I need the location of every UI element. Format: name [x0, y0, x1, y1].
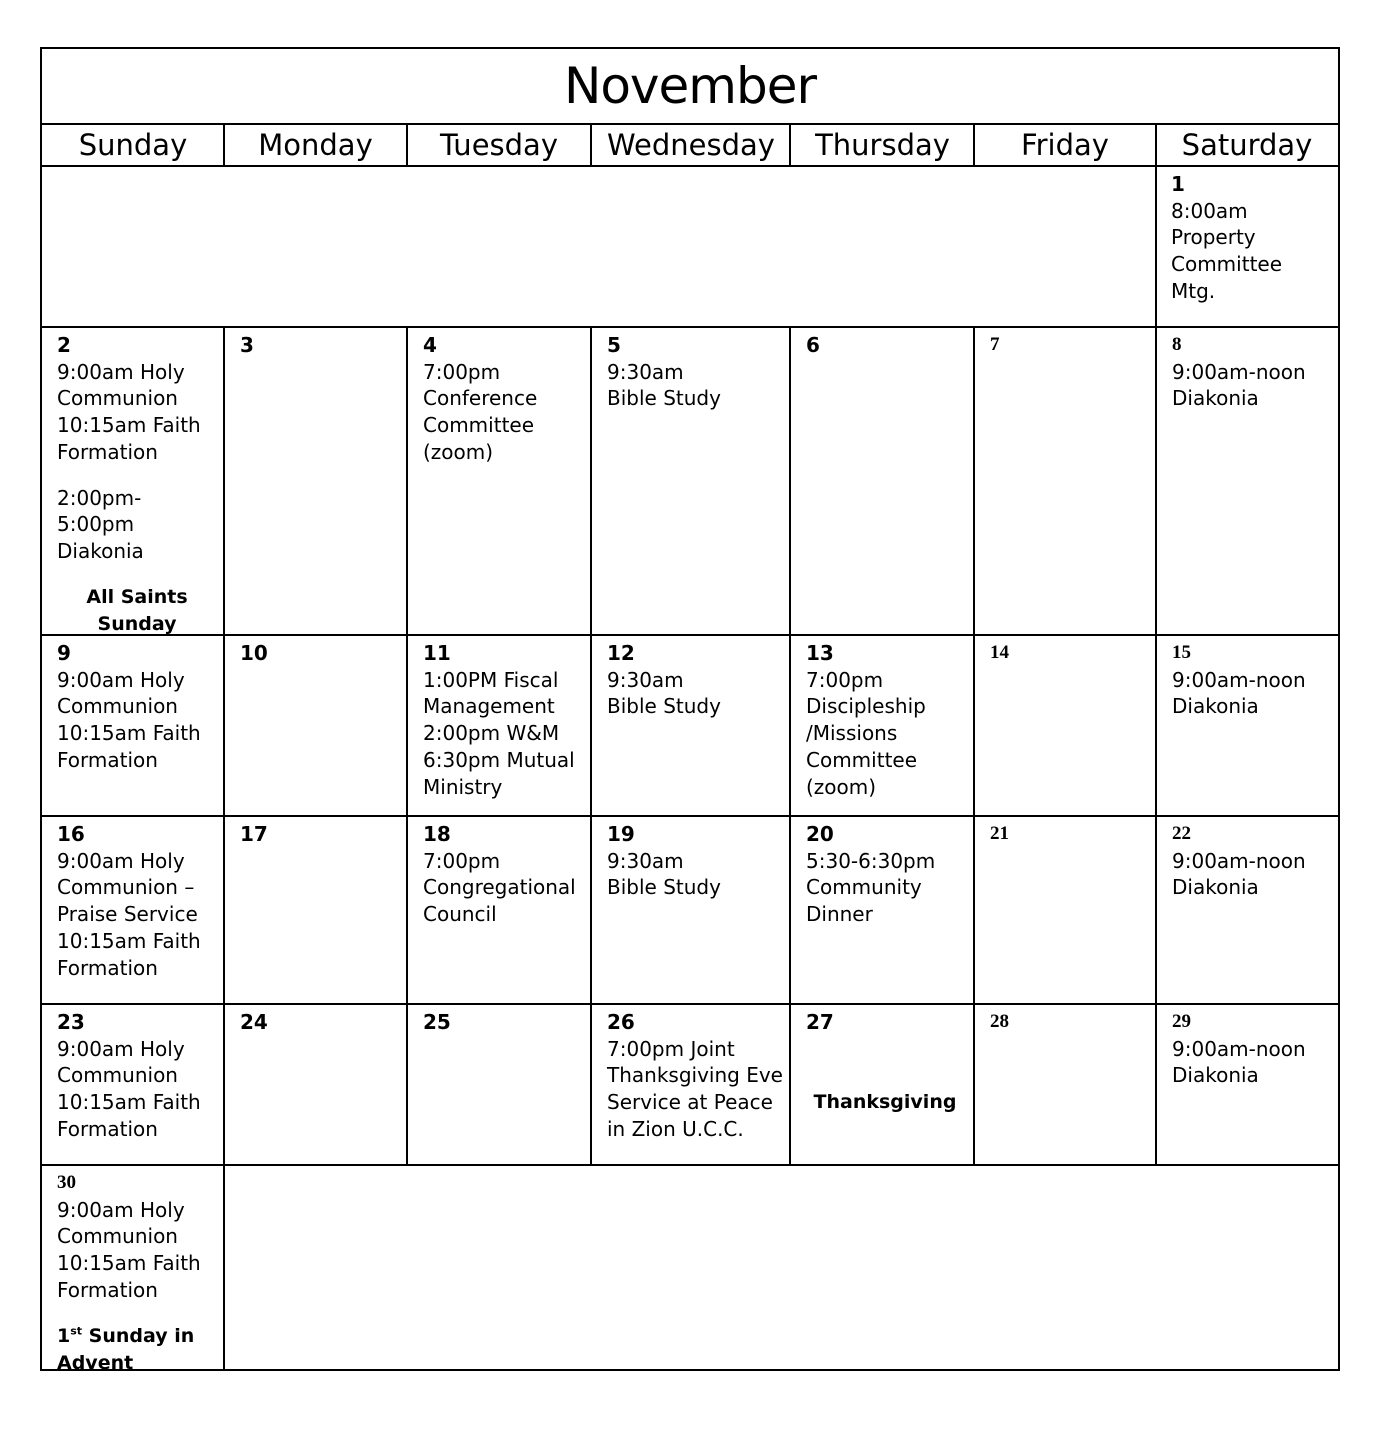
divider [42, 1164, 1338, 1166]
event-text: 2:00pm- 5:00pm Diakonia [57, 485, 144, 563]
event-text: 9:00am-noon Diakonia [1172, 667, 1306, 719]
date-number: 6 [806, 333, 820, 357]
weekday-thursday: Thursday [791, 125, 974, 167]
date-number: 5 [607, 333, 621, 357]
day-cell-30 [42, 1166, 223, 1374]
event-text: 9:00am Holy Communion – Praise Service 10:15am Faith Formation [57, 848, 201, 980]
divider [973, 125, 975, 167]
event-text: 7:00pm Congregational Council [423, 848, 576, 927]
day-cell-21 [975, 817, 1155, 1003]
date-number: 29 [1172, 1011, 1191, 1032]
divider [590, 125, 592, 167]
date-number: 7 [990, 334, 1000, 355]
date-number: 24 [240, 1010, 268, 1034]
weekday-monday: Monday [224, 125, 407, 167]
day-cell-3 [225, 328, 406, 634]
date-number: 28 [990, 1011, 1009, 1032]
day-cell-22 [1157, 817, 1338, 1003]
divider [406, 125, 408, 167]
day-cell-28 [975, 1005, 1155, 1164]
date-number: 18 [423, 822, 451, 846]
event-text: 7:00pm Conference Committee (zoom) [423, 359, 538, 464]
date-number: 20 [806, 822, 834, 846]
weekday-friday: Friday [974, 125, 1156, 167]
date-number: 10 [240, 641, 268, 665]
event-text: 7:00pm Joint Thanksgiving Eve Service at Peace in Zion U.C.C. [607, 1036, 783, 1141]
day-cell-2 [42, 328, 223, 634]
calendar [40, 47, 1340, 1374]
date-number: 12 [607, 641, 635, 665]
day-cell-24 [225, 1005, 406, 1164]
day-cell-26 [592, 1005, 789, 1164]
event-text: 9:00am Holy Communion 10:15am Faith Formation [57, 359, 201, 464]
date-number: 27 [806, 1010, 834, 1034]
day-cell-15 [1157, 636, 1338, 815]
holiday-note: 1st Sunday in Advent [57, 1324, 195, 1374]
day-cell-6 [791, 328, 973, 634]
day-cell-16 [42, 817, 223, 1003]
day-cell-7 [975, 328, 1155, 634]
date-number: 17 [240, 822, 268, 846]
day-cell-25 [408, 1005, 590, 1164]
date-number: 9 [57, 641, 71, 665]
event-text: 9:00am Holy Communion 10:15am Faith Formation [57, 667, 201, 772]
date-number: 21 [990, 823, 1009, 844]
event-text: 8:00am Property Committee Mtg. [1171, 198, 1283, 303]
day-cell-18 [408, 817, 590, 1003]
weekday-saturday: Saturday [1156, 125, 1338, 167]
day-cell-1 [1156, 167, 1338, 327]
event-text: 9:00am-noon Diakonia [1172, 1036, 1306, 1088]
event-text: 9:00am-noon Diakonia [1172, 359, 1306, 411]
day-cell-11 [408, 636, 590, 815]
holiday-note: All Saints Sunday [86, 585, 188, 635]
date-number: 22 [1172, 823, 1191, 844]
event-text: 9:30am Bible Study [607, 848, 721, 900]
date-number: 13 [806, 641, 834, 665]
date-number: 11 [423, 641, 451, 665]
day-cell-17 [225, 817, 406, 1003]
weekday-wednesday: Wednesday [591, 125, 791, 167]
event-text: 9:30am Bible Study [607, 667, 721, 719]
day-cell-5 [592, 328, 789, 634]
divider [223, 1166, 225, 1369]
date-number: 16 [57, 822, 85, 846]
date-number: 14 [990, 642, 1009, 663]
day-cell-8 [1157, 328, 1338, 634]
weekday-tuesday: Tuesday [407, 125, 591, 167]
weekday-sunday: Sunday [42, 125, 224, 167]
date-number: 8 [1172, 334, 1182, 355]
day-cell-29 [1157, 1005, 1338, 1164]
event-text: 5:30-6:30pm Community Dinner [806, 848, 936, 927]
day-cell-23 [42, 1005, 223, 1164]
divider [789, 125, 791, 167]
date-number: 1 [1171, 172, 1185, 196]
day-cell-20 [791, 817, 973, 1003]
date-number: 3 [240, 333, 254, 357]
date-number: 26 [607, 1010, 635, 1034]
divider [223, 125, 225, 167]
event-text: 9:00am-noon Diakonia [1172, 848, 1306, 900]
date-number: 30 [57, 1172, 76, 1193]
day-cell-19 [592, 817, 789, 1003]
day-cell-12 [592, 636, 789, 815]
divider [1155, 125, 1157, 167]
date-number: 2 [57, 333, 71, 357]
month-title: November [42, 49, 1338, 125]
holiday-note: Thanksgiving [813, 1090, 957, 1113]
day-cell-9 [42, 636, 223, 815]
event-text: 1:00PM Fiscal Management 2:00pm W&M 6:30pm Mutual Ministry [423, 667, 575, 799]
date-number: 19 [607, 822, 635, 846]
date-number: 25 [423, 1010, 451, 1034]
day-cell-10 [225, 636, 406, 815]
event-text: 9:30am Bible Study [607, 359, 721, 411]
day-cell-13 [791, 636, 973, 815]
day-cell-27 [791, 1005, 973, 1164]
event-text: 9:00am Holy Communion 10:15am Faith Formation [57, 1036, 201, 1141]
date-number: 4 [423, 333, 437, 357]
event-text: 9:00am Holy Communion 10:15am Faith Formation [57, 1197, 201, 1302]
day-cell-14 [975, 636, 1155, 815]
date-number: 23 [57, 1010, 85, 1034]
day-cell-4 [408, 328, 590, 634]
date-number: 15 [1172, 642, 1191, 663]
event-text: 7:00pm Discipleship /Missions Committee (zoom) [806, 667, 926, 799]
